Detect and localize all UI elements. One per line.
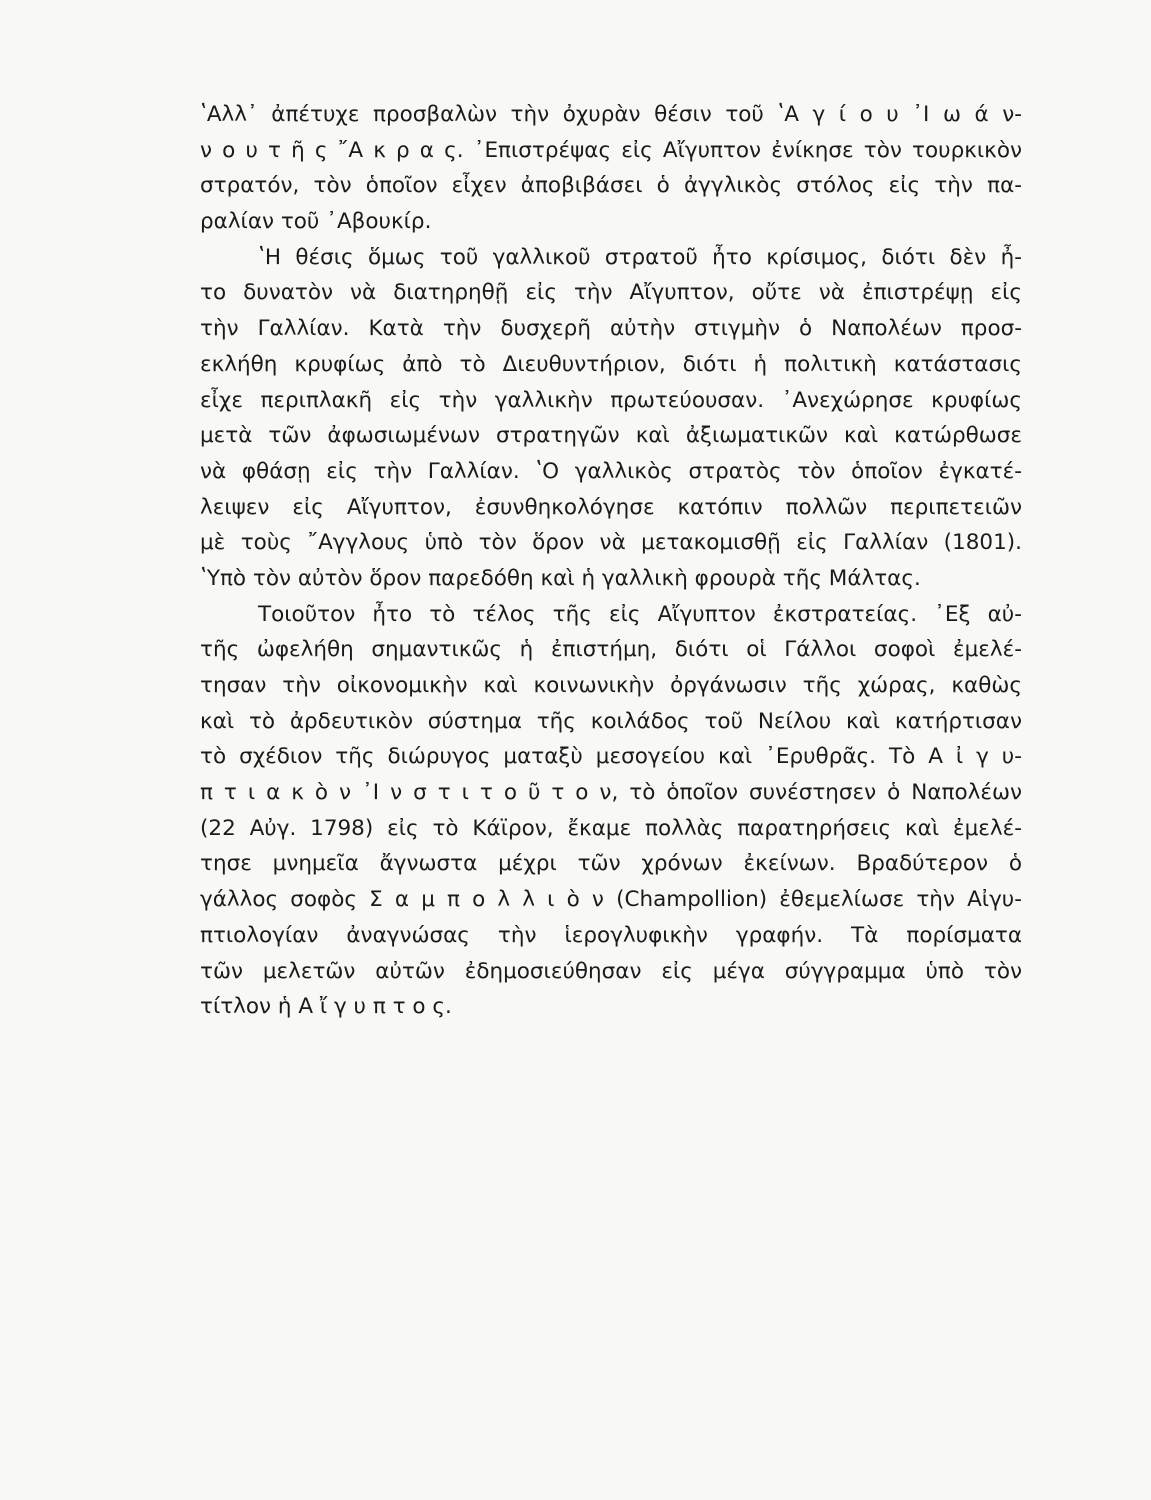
text-line: τὸ σχέδιον τῆς διώρυγος ματαξὺ μεσογείου καὶ ᾽Ερυθρᾶς. Τὸ Α ἰ γ υ- bbox=[200, 744, 1022, 770]
text-line: μὲ τοὺς ῎Αγγλους ὑπὸ τὸν ὅρον νὰ μετακομισθῇ εἰς Γαλλίαν (1801). bbox=[200, 530, 1022, 556]
text-line: π τ ι α κ ὸ ν ᾽Ι ν σ τ ι τ ο ῦ τ ο ν, τὸ ὁποῖον συνέστησεν ὁ Ναπολέων bbox=[200, 780, 1022, 806]
text-line: καὶ τὸ ἀρδευτικὸν σύστημα τῆς κοιλάδος τοῦ Νείλου καὶ κατήρτισαν bbox=[200, 708, 1022, 734]
text-line: ʽΥπὸ τὸν αὐτὸν ὅρον παρεδόθη καὶ ἡ γαλλικὴ φρουρὰ τῆς Μάλτας. bbox=[200, 565, 921, 591]
text-line: ραλίαν τοῦ ᾽Αβουκίρ. bbox=[200, 209, 432, 235]
text-line: ν ο υ τ ῆ ς ῎Α κ ρ α ς. ᾽Επιστρέψας εἰς Αἴγυπτον ἐνίκησε τὸν τουρκικὸν bbox=[200, 137, 1022, 163]
text-line: ʽΑλλ᾽ ἀπέτυχε προσβαλὼν τὴν ὀχυρὰν θέσιν τοῦ ʽΑ γ ί ο υ ᾽Ι ω ά ν- bbox=[200, 102, 1022, 127]
text-line: τὴν Γαλλίαν. Κατὰ τὴν δυσχερῆ αὐτὴν στιγμὴν ὁ Ναπολέων προσ- bbox=[200, 316, 1022, 342]
text-line: γάλλος σοφὸς Σ α μ π ο λ λ ι ὸ ν (Champollion) ἐθεμελίωσε τὴν Αἰγυ- bbox=[200, 887, 1022, 913]
text-line: Τοιοῦτον ἦτο τὸ τέλος τῆς εἰς Αἴγυπτον ἐκστρατείας. ᾽Εξ αὐ- bbox=[258, 601, 1022, 627]
text-line: το δυνατὸν νὰ διατηρηθῇ εἰς τὴν Αἴγυπτον, οὔτε νὰ ἐπιστρέψῃ εἰς bbox=[200, 280, 1022, 306]
text-line: πτιολογίαν ἀναγνώσας τὴν ἱερογλυφικὴν γραφήν. Τὰ πορίσματα bbox=[200, 922, 1022, 948]
text-line: τῆς ὠφελήθη σημαντικῶς ἡ ἐπιστήμη, διότι οἱ Γάλλοι σοφοὶ ἐμελέ- bbox=[200, 637, 1022, 663]
text-line: εκλήθη κρυφίως ἀπὸ τὸ Διευθυντήριον, διότι ἡ πολιτικὴ κατάστασις bbox=[200, 351, 1022, 377]
text-line: μετὰ τῶν ἀφωσιωμένων στρατηγῶν καὶ ἀξιωματικῶν καὶ κατώρθωσε bbox=[200, 423, 1022, 449]
body-text bbox=[200, 97, 1022, 1025]
text-line: ʽΗ θέσις ὅμως τοῦ γαλλικοῦ στρατοῦ ἦτο κρίσιμος, διότι δὲν ἦ- bbox=[258, 244, 1022, 270]
text-line: τίτλον ἡ Α ἴ γ υ π τ ο ς. bbox=[200, 994, 452, 1020]
text-line: τησαν τὴν οἰκονομικὴν καὶ κοινωνικὴν ὀργάνωσιν τῆς χώρας, καθὼς bbox=[200, 673, 1022, 698]
text-line: εἶχε περιπλακῆ εἰς τὴν γαλλικὴν πρωτεύουσαν. ᾽Ανεχώρησε κρυφίως bbox=[200, 387, 1022, 413]
text-line: λειψεν εἰς Αἴγυπτον, ἐσυνθηκολόγησε κατόπιν πολλῶν περιπετειῶν bbox=[200, 494, 1022, 520]
text-line: τῶν μελετῶν αὐτῶν ἐδημοσιεύθησαν εἰς μέγα σύγγραμμα ὑπὸ τὸν bbox=[200, 958, 1022, 984]
text-line: τησε μνημεῖα ἄγνωστα μέχρι τῶν χρόνων ἐκείνων. Βραδύτερον ὁ bbox=[200, 851, 1022, 877]
text-line: στρατόν, τὸν ὁποῖον εἶχεν ἀποβιβάσει ὁ ἀγγλικὸς στόλος εἰς τὴν πα- bbox=[200, 173, 1022, 199]
text-line: (22 Αὐγ. 1798) εἰς τὸ Κάϊρον, ἔκαμε πολλὰς παρατηρήσεις καὶ ἐμελέ- bbox=[200, 815, 1022, 841]
text-line: νὰ φθάσῃ εἰς τὴν Γαλλίαν. ʽΟ γαλλικὸς στρατὸς τὸν ὁποῖον ἐγκατέ- bbox=[200, 458, 1022, 484]
